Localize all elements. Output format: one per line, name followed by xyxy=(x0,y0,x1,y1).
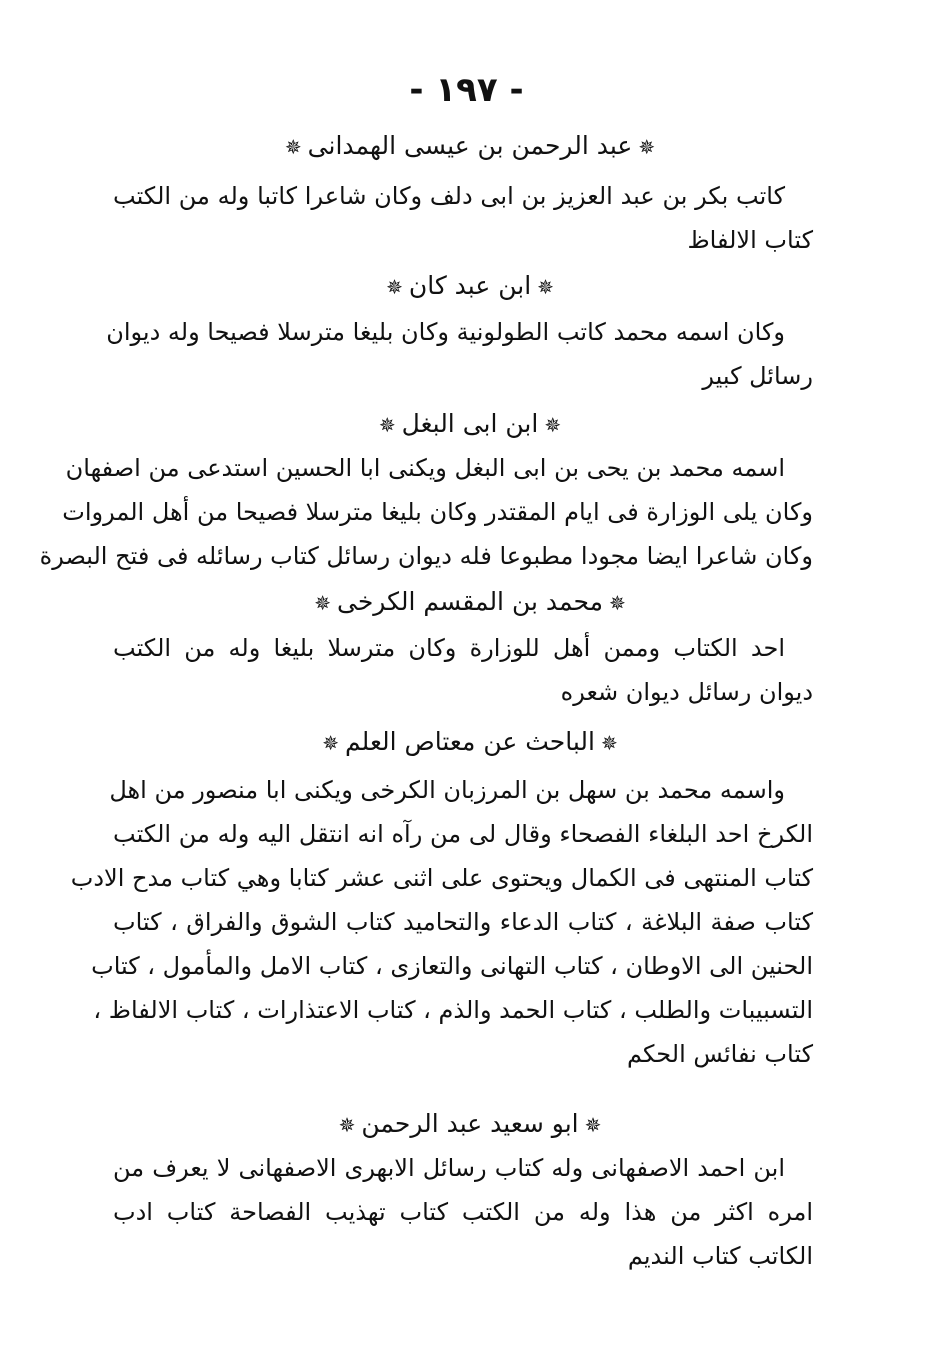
heading-text: الباحث عن معتاص العلم xyxy=(345,727,595,756)
ornament-right-icon: ✵ xyxy=(600,731,618,755)
text-line: رسائل كبير xyxy=(702,362,813,390)
section-paragraph xyxy=(113,174,813,262)
section-heading xyxy=(150,724,790,761)
ornament-left-icon: ✵ xyxy=(378,413,396,437)
section-heading xyxy=(150,268,790,305)
section-paragraph xyxy=(70,768,813,1076)
ornament-right-icon: ✵ xyxy=(609,591,626,615)
heading-text: ابن عبد كان xyxy=(408,271,532,300)
section-paragraph xyxy=(39,446,813,578)
heading-text: ابن ابى البغل xyxy=(401,409,539,438)
text-line: الكاتب كتاب النديم xyxy=(627,1242,813,1270)
section-heading xyxy=(150,1106,790,1143)
text-line: اسمه محمد بن يحى بن ابى البغل ويكنى ابا الحسين استدعى من اصفهان xyxy=(65,454,785,482)
section-paragraph xyxy=(113,1146,813,1278)
text-line: كتاب صفة البلاغة ، كتاب الدعاء والتحاميد كتاب الشوق والفراق ، كتاب xyxy=(113,908,813,936)
section-heading xyxy=(150,128,790,165)
section-paragraph xyxy=(113,626,813,714)
ornament-left-icon: ✵ xyxy=(314,591,331,615)
text-line: ابن احمد الاصفهانى وله كتاب رسائل الابهرى الاصفهانى لا يعرف من xyxy=(113,1154,785,1182)
text-line: واسمه محمد بن سهل بن المرزبان الكرخى ويكنى ابا منصور من اهل xyxy=(109,776,785,804)
text-line: وكان اسمه محمد كاتب الطولونية وكان بليغا مترسلا فصيحا وله ديوان xyxy=(106,318,785,346)
section-heading xyxy=(150,406,790,443)
ornament-left-icon: ✵ xyxy=(386,275,403,299)
text-line: كتاب المنتهى فى الكمال ويحتوى على اثنى عشر كتابا وهي كتاب مدح الادب xyxy=(70,864,813,892)
text-line: الكرخ احد البلغاء الفصحاء وقال لى من رآه انه انتقل اليه وله من الكتب xyxy=(113,820,813,848)
text-line: التسبيبات والطلب ، كتاب الحمد والذم ، كتاب الاعتذارات ، كتاب الالفاظ ، xyxy=(93,996,813,1024)
ornament-left-icon: ✵ xyxy=(322,731,340,755)
page-number: - ١٩٧ - xyxy=(409,70,524,110)
ornament-right-icon: ✵ xyxy=(638,135,656,159)
text-line: كتاب الالفاظ xyxy=(687,226,813,254)
text-line: وكان يلى الوزارة فى ايام المقتدر وكان بليغا مترسلا فصيحا من أهل المروات xyxy=(62,498,813,526)
ornament-right-icon: ✵ xyxy=(584,1113,602,1137)
heading-text: عبد الرحمن بن عيسى الهمدانى xyxy=(307,131,633,160)
text-line: امره اكثر من هذا وله من الكتب كتاب تهذيب الفصاحة كتاب ادب xyxy=(113,1198,813,1226)
ornament-right-icon: ✵ xyxy=(537,275,554,299)
heading-text: ابو سعيد عبد الرحمن xyxy=(361,1109,579,1138)
heading-text: محمد بن المقسم الكرخى xyxy=(337,587,603,616)
text-line: كتاب نفائس الحكم xyxy=(627,1040,813,1068)
text-line: كاتب بكر بن عبد العزيز بن ابى دلف وكان شاعرا كاتبا وله من الكتب xyxy=(113,182,785,210)
ornament-left-icon: ✵ xyxy=(338,1113,356,1137)
text-line: وكان شاعرا ايضا مجودا مطبوعا فله ديوان رسائل كتاب رسائله فى فتح البصرة xyxy=(39,542,813,570)
ornament-left-icon: ✵ xyxy=(284,135,302,159)
section-paragraph xyxy=(106,310,813,398)
text-line: احد الكتاب وممن أهل للوزارة وكان مترسلا بليغا وله من الكتب xyxy=(113,634,785,662)
ornament-right-icon: ✵ xyxy=(544,413,562,437)
text-line: الحنين الى الاوطان ، كتاب التهانى والتعازى ، كتاب الامل والمأمول ، كتاب xyxy=(91,952,813,980)
text-line: ديوان رسائل ديوان شعره xyxy=(560,678,813,706)
section-heading xyxy=(150,584,790,621)
